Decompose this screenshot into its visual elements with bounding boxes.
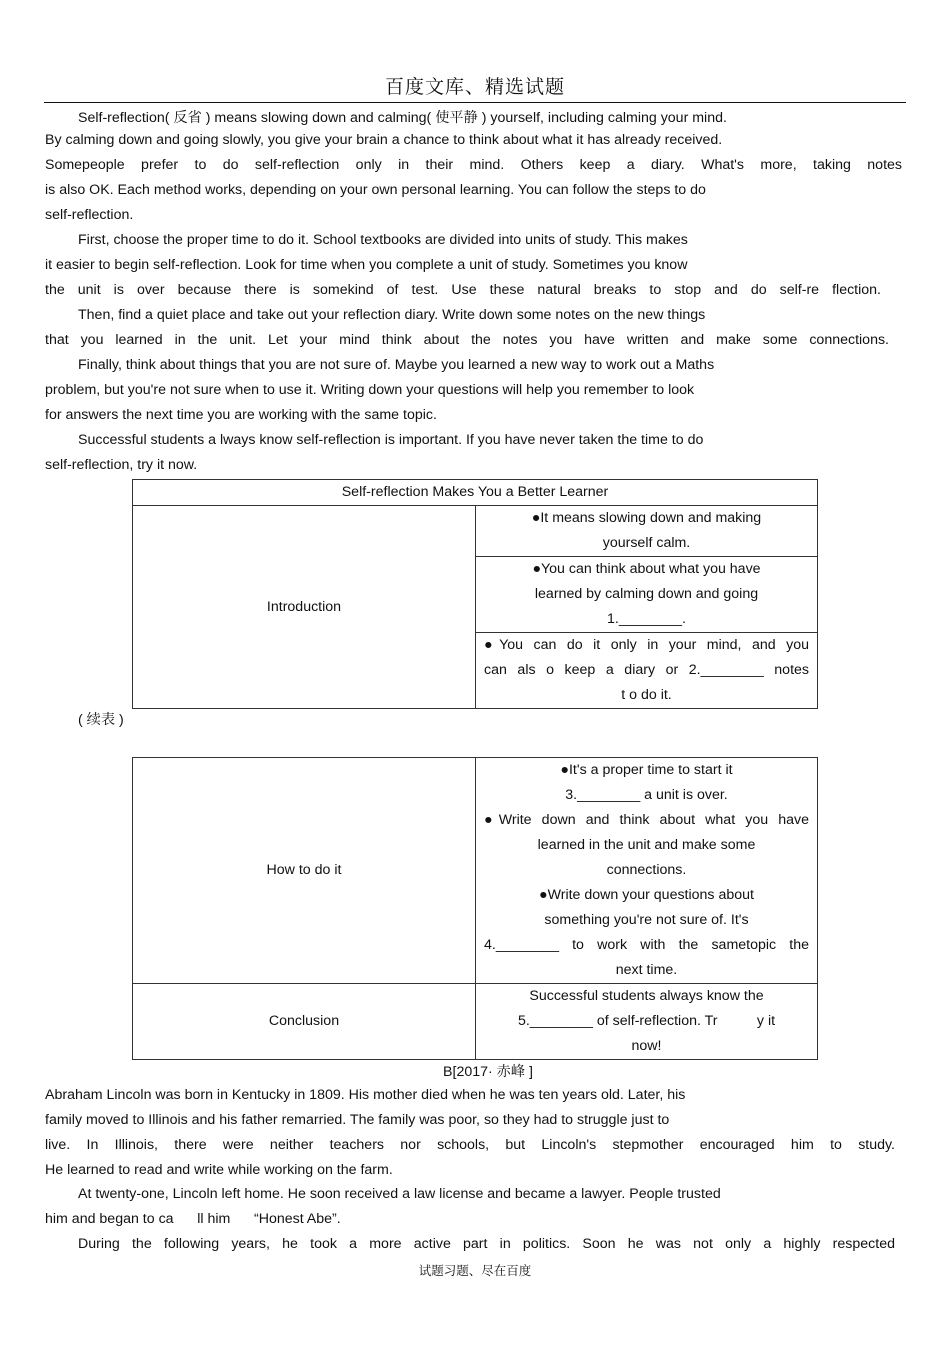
cell-line: yourself calm. <box>602 535 691 551</box>
cell-line: ●It means slowing down and making <box>531 510 762 526</box>
cell-line: ●Write down and think about what you have <box>484 812 809 828</box>
passage-a-line: that you learned in the unit. Let your mind think about the notes you have written and make some connections. <box>45 332 889 348</box>
passage-b-line: He learned to read and write while working on the farm. <box>45 1162 393 1178</box>
cell-line: ●You can think about what you have <box>532 561 761 577</box>
table-section-label: Conclusion <box>133 984 476 1060</box>
table-cell <box>476 984 818 1060</box>
cell-line: Successful students always know the <box>529 988 764 1004</box>
passage-a-line: By calming down and going slowly, you give your brain a chance to think about what it has already received. <box>45 132 723 148</box>
cell-line: now! <box>631 1038 662 1054</box>
continued-label: ( 续表 ) <box>78 712 124 728</box>
cell-line: 5.________ of self-reflection. Tr y it <box>517 1013 776 1029</box>
cell-line: something you're not sure of. It's <box>544 912 749 928</box>
summary-table-2 <box>132 757 818 1060</box>
page-header-title: 百度文库、精选试题 <box>384 76 565 98</box>
table-section-label: Introduction <box>133 506 476 709</box>
cell-line: connections. <box>606 862 687 878</box>
table-cell <box>476 506 818 557</box>
table-cell <box>476 758 818 984</box>
passage-b-line: At twenty-one, Lincoln left home. He soon received a law license and became a lawyer. People trusted <box>78 1186 721 1202</box>
table-caption: Self-reflection Makes You a Better Learner <box>133 480 818 506</box>
cell-line: 4.________ to work with the sametopic the <box>484 937 809 953</box>
passage-a-line: Finally, think about things that you are not sure of. Maybe you learned a new way to work out a Maths <box>78 357 715 373</box>
passage-a-line: problem, but you're not sure when to use it. Writing down your questions will help you remember to look <box>45 382 695 398</box>
cell-line: next time. <box>615 962 678 978</box>
cell-line: ●You can do it only in your mind, and you <box>484 637 809 653</box>
passage-a-line: self-reflection, try it now. <box>45 457 198 473</box>
table-section-label: How to do it <box>133 758 476 984</box>
table-cell <box>476 557 818 633</box>
passage-a-line: is also OK. Each method works, depending on your own personal learning. You can follow the steps to do <box>45 182 706 198</box>
passage-a-line: the unit is over because there is somekind of test. Use these natural breaks to stop and do self-re flection. <box>45 282 881 298</box>
cell-line: learned in the unit and make some <box>537 837 756 853</box>
passage-a-line: it easier to begin self-reflection. Look for time when you complete a unit of study. Sometimes you know <box>45 257 688 273</box>
cell-line: 3.________ a unit is over. <box>565 787 728 803</box>
cell-line: 1.________. <box>607 611 686 627</box>
cell-line: learned by calming down and going <box>534 586 759 602</box>
summary-table-1 <box>132 479 818 709</box>
passage-a-line: Self-reflection( 反省 ) means slowing down and calming( 使平静 ) yourself, including calming your mind. <box>78 110 727 126</box>
cell-line: can als o keep a diary or 2.________ notes <box>484 662 809 678</box>
passage-a-line: First, choose the proper time to do it. School textbooks are divided into units of study. This makes <box>78 232 688 248</box>
passage-b-line: Abraham Lincoln was born in Kentucky in 1809. His mother died when he was ten years old. Later, his <box>45 1087 686 1103</box>
cell-line: ●It's a proper time to start it <box>560 762 733 778</box>
passage-a-line: Somepeople prefer to do self-reflection only in their mind. Others keep a diary. What's more, taking notes <box>45 157 902 173</box>
passage-a-line: Successful students a lways know self-reflection is important. If you have never taken the time to do <box>78 432 704 448</box>
passage-b-source: B[2017· 赤峰 ] <box>443 1064 533 1080</box>
passage-a-line: Then, find a quiet place and take out your reflection diary. Write down some notes on the new things <box>78 307 706 323</box>
passage-b-line: During the following years, he took a more active part in politics. Soon he was not only a highly respected <box>78 1236 895 1252</box>
header-rule <box>44 102 906 103</box>
passage-b-line: him and began to ca ll him “Honest Abe”. <box>45 1211 341 1227</box>
passage-b-line: family moved to Illinois and his father remarried. The family was poor, so they had to struggle just to <box>45 1112 670 1128</box>
page-footer: 试题习题、尽在百度 <box>418 1263 532 1278</box>
table-cell <box>476 633 818 709</box>
cell-line: t o do it. <box>621 687 672 703</box>
passage-a-line: for answers the next time you are working with the same topic. <box>45 407 437 423</box>
passage-a-line: self-reflection. <box>45 207 134 223</box>
passage-b-line: live. In Illinois, there were neither teachers nor schools, but Lincoln's stepmother encouraged him to study. <box>45 1137 895 1153</box>
cell-line: ●Write down your questions about <box>539 887 754 903</box>
